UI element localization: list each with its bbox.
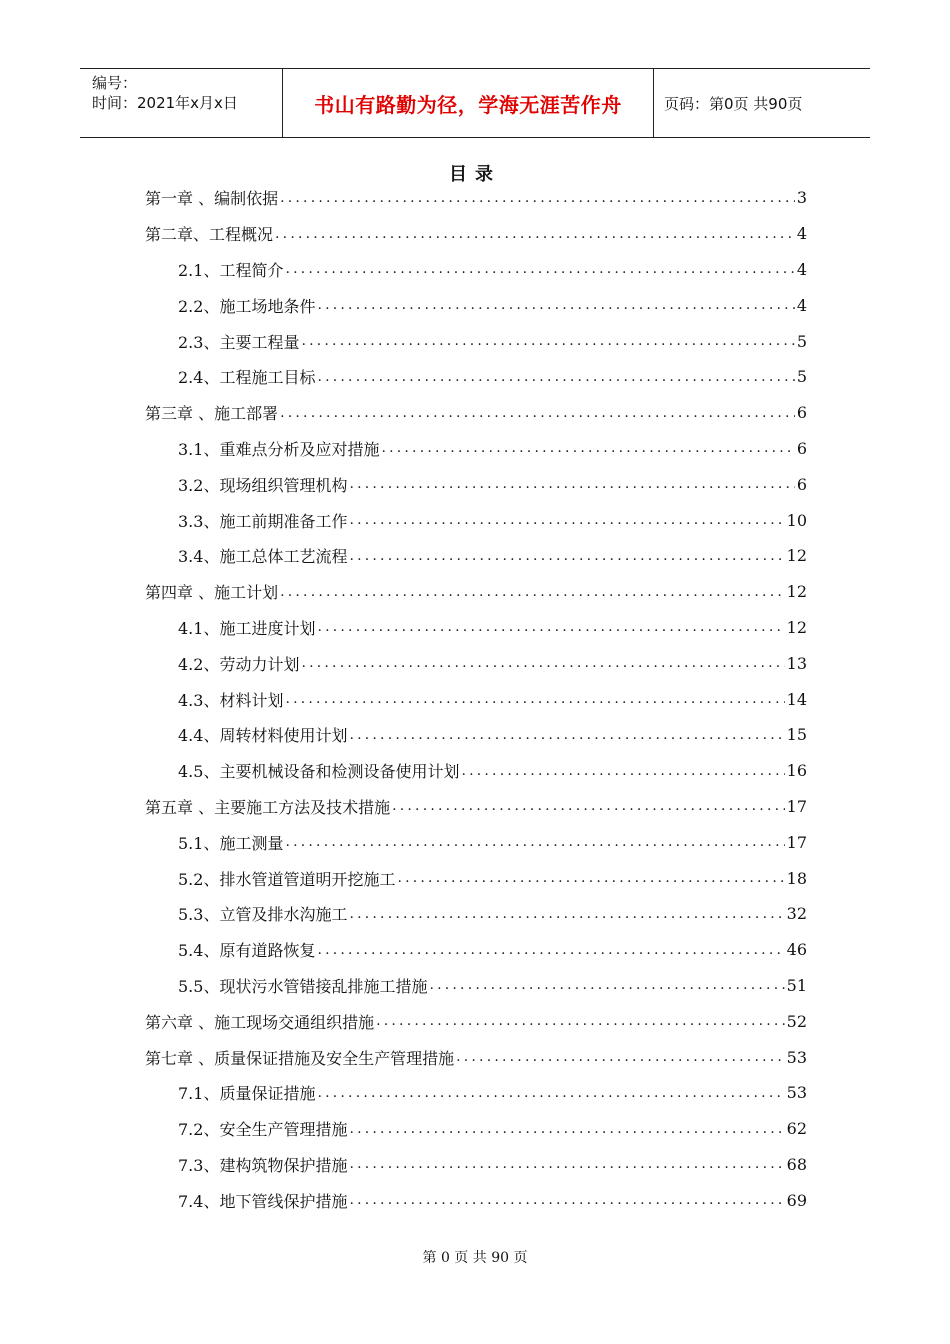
toc-entry[interactable] xyxy=(145,1182,807,1218)
toc-entry-page: 46 xyxy=(786,940,807,960)
toc-dot-leader xyxy=(349,476,794,492)
toc-entry-text: 4.5、主要机械设备和检测设备使用计划 xyxy=(178,762,460,782)
table-of-contents xyxy=(145,180,807,1218)
toc-dot-leader xyxy=(301,655,784,671)
toc-dot-leader xyxy=(461,763,784,779)
toc-dot-leader xyxy=(349,727,784,743)
toc-entry-text: 7.1、质量保证措施 xyxy=(178,1084,316,1104)
toc-entry-page: 4 xyxy=(796,295,807,315)
toc-dot-leader xyxy=(317,297,794,313)
toc-entry-text: 2.1、工程简介 xyxy=(178,260,284,280)
toc-entry-text: 7.2、安全生产管理措施 xyxy=(178,1120,348,1140)
toc-entry[interactable] xyxy=(145,1075,807,1111)
page-footer: 第 0 页 共 90 页 xyxy=(422,1250,528,1266)
toc-entry-text: 5.2、排水管道管道明开挖施工 xyxy=(178,869,396,889)
toc-entry[interactable] xyxy=(145,1147,807,1183)
toc-entry[interactable] xyxy=(145,1111,807,1147)
toc-entry[interactable] xyxy=(145,681,807,717)
toc-entry-text: 7.4、地下管线保护措施 xyxy=(178,1191,348,1211)
toc-entry[interactable] xyxy=(145,968,807,1004)
toc-entry[interactable] xyxy=(145,574,807,610)
toc-dot-leader xyxy=(285,261,794,277)
toc-dot-leader xyxy=(397,870,784,886)
toc-entry-page: 69 xyxy=(786,1190,807,1210)
toc-entry[interactable] xyxy=(145,1039,807,1075)
toc-entry[interactable] xyxy=(145,180,807,216)
toc-entry-text: 第五章 、主要施工方法及技术措施 xyxy=(145,797,391,817)
toc-dot-leader xyxy=(285,691,784,707)
toc-entry-text: 5.3、立管及排水沟施工 xyxy=(178,905,348,925)
toc-entry-text: 4.4、周转材料使用计划 xyxy=(178,726,348,746)
toc-entry-text: 2.2、施工场地条件 xyxy=(178,296,316,316)
toc-entry-page: 18 xyxy=(786,868,807,888)
toc-entry-text: 3.1、重难点分析及应对措施 xyxy=(178,439,380,459)
toc-entry[interactable] xyxy=(145,645,807,681)
toc-entry[interactable] xyxy=(145,395,807,431)
toc-entry[interactable] xyxy=(145,717,807,753)
toc-entry-text: 第二章、工程概况 xyxy=(145,225,274,245)
toc-entry-page: 12 xyxy=(786,582,807,602)
toc-entry-text: 4.1、施工进度计划 xyxy=(178,618,316,638)
header-page-info: 页码：第0页 共90页 xyxy=(664,94,803,113)
toc-entry[interactable] xyxy=(145,323,807,359)
toc-entry-text: 2.4、工程施工目标 xyxy=(178,368,316,388)
toc-entry[interactable] xyxy=(145,359,807,395)
toc-entry[interactable] xyxy=(145,216,807,252)
toc-entry-page: 53 xyxy=(786,1047,807,1067)
toc-entry[interactable] xyxy=(145,538,807,574)
toc-dot-leader xyxy=(349,1156,784,1172)
toc-entry-page: 5 xyxy=(796,331,807,351)
toc-entry-text: 3.4、施工总体工艺流程 xyxy=(178,547,348,567)
toc-entry-text: 4.3、材料计划 xyxy=(178,690,284,710)
serial-number-label: 编号： xyxy=(92,74,138,92)
toc-entry-page: 6 xyxy=(796,403,807,423)
toc-entry-page: 52 xyxy=(786,1011,807,1031)
toc-entry[interactable] xyxy=(145,860,807,896)
toc-dot-leader xyxy=(317,369,794,385)
toc-entry[interactable] xyxy=(145,431,807,467)
toc-dot-leader xyxy=(317,942,784,958)
toc-entry-page: 32 xyxy=(786,904,807,924)
toc-entry-text: 4.2、劳动力计划 xyxy=(178,654,300,674)
toc-entry-page: 51 xyxy=(786,975,807,995)
toc-entry-page: 12 xyxy=(786,546,807,566)
toc-entry-page: 10 xyxy=(786,510,807,530)
toc-title: 目录 xyxy=(449,164,501,185)
toc-entry[interactable] xyxy=(145,252,807,288)
toc-entry[interactable] xyxy=(145,932,807,968)
toc-entry-page: 62 xyxy=(786,1119,807,1139)
toc-entry-text: 第七章 、质量保证措施及安全生产管理措施 xyxy=(145,1048,455,1068)
toc-entry-page: 14 xyxy=(786,689,807,709)
toc-dot-leader xyxy=(381,440,794,456)
toc-entry[interactable] xyxy=(145,753,807,789)
toc-entry-page: 13 xyxy=(786,653,807,673)
toc-entry-text: 5.5、现状污水管错接乱排施工措施 xyxy=(178,976,428,996)
toc-entry-text: 5.4、原有道路恢复 xyxy=(178,941,316,961)
toc-entry-text: 3.3、施工前期准备工作 xyxy=(178,511,348,531)
toc-entry[interactable] xyxy=(145,896,807,932)
toc-entry-text: 第一章 、编制依据 xyxy=(145,189,279,209)
toc-dot-leader xyxy=(280,190,795,206)
toc-dot-leader xyxy=(349,906,784,922)
toc-entry-page: 6 xyxy=(796,438,807,458)
toc-entry-text: 2.3、主要工程量 xyxy=(178,332,300,352)
toc-entry-text: 第六章 、施工现场交通组织措施 xyxy=(145,1012,375,1032)
toc-dot-leader xyxy=(317,619,784,635)
toc-entry-page: 68 xyxy=(786,1154,807,1174)
toc-entry-page: 5 xyxy=(796,367,807,387)
toc-dot-leader xyxy=(349,548,784,564)
toc-entry[interactable] xyxy=(145,287,807,323)
toc-dot-leader xyxy=(429,977,784,993)
toc-entry-page: 15 xyxy=(786,725,807,745)
toc-entry-text: 3.2、现场组织管理机构 xyxy=(178,475,348,495)
toc-dot-leader xyxy=(349,512,784,528)
toc-entry-page: 17 xyxy=(786,832,807,852)
toc-entry[interactable] xyxy=(145,1003,807,1039)
toc-dot-leader xyxy=(280,405,795,421)
header-motto: 书山有路勤为径，学海无涯苦作舟 xyxy=(282,69,654,137)
toc-entry[interactable] xyxy=(145,610,807,646)
toc-dot-leader xyxy=(317,1085,784,1101)
toc-dot-leader xyxy=(349,1121,784,1137)
date-label: 时间：2021年x月x日 xyxy=(92,94,238,112)
header-meta xyxy=(80,69,282,137)
toc-entry-text: 5.1、施工测量 xyxy=(178,833,284,853)
toc-dot-leader xyxy=(376,1013,785,1029)
toc-entry[interactable] xyxy=(145,466,807,502)
toc-dot-leader xyxy=(280,584,785,600)
toc-dot-leader xyxy=(301,333,794,349)
toc-entry-page: 12 xyxy=(786,617,807,637)
toc-dot-leader xyxy=(392,798,785,814)
toc-dot-leader xyxy=(349,1192,784,1208)
toc-entry-text: 7.3、建构筑物保护措施 xyxy=(178,1155,348,1175)
toc-dot-leader xyxy=(285,834,784,850)
toc-entry[interactable] xyxy=(145,789,807,825)
toc-entry[interactable] xyxy=(145,824,807,860)
toc-entry-page: 6 xyxy=(796,474,807,494)
toc-entry-page: 17 xyxy=(786,796,807,816)
toc-entry-text: 第四章 、施工计划 xyxy=(145,583,279,603)
toc-entry-text: 第三章 、施工部署 xyxy=(145,404,279,424)
toc-entry-page: 53 xyxy=(786,1083,807,1103)
toc-entry[interactable] xyxy=(145,502,807,538)
toc-entry-page: 4 xyxy=(796,224,807,244)
toc-entry-page: 4 xyxy=(796,259,807,279)
document-header xyxy=(80,68,870,138)
toc-dot-leader xyxy=(456,1049,785,1065)
toc-entry-page: 3 xyxy=(796,188,807,208)
toc-dot-leader xyxy=(275,226,795,242)
toc-entry-page: 16 xyxy=(786,761,807,781)
